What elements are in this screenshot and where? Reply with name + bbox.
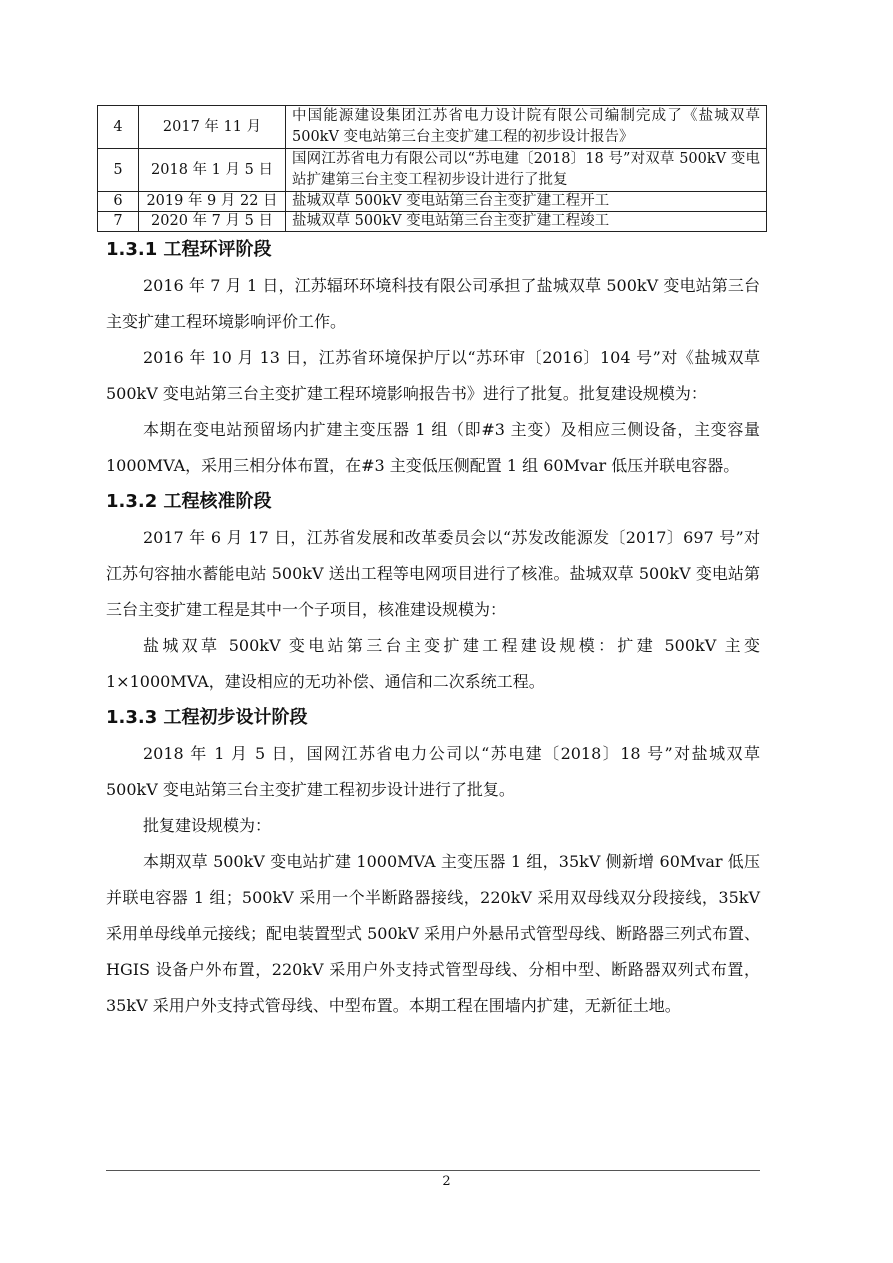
paragraph: 盐城双草 500kV 变电站第三台主变扩建工程建设规模：扩建 500kV 主变 1×1000MVA，建设相应的无功补偿、通信和二次系统工程。 bbox=[106, 636, 760, 691]
footer-divider bbox=[106, 1170, 760, 1171]
paragraph: 本期在变电站预留场内扩建主变压器 1 组（即#3 主变）及相应三侧设备，主变容量 1000MVA，采用三相分体布置，在#3 主变低压侧配置 1 组 60Mvar 低压并联电容器。 bbox=[106, 420, 760, 475]
paragraph: 2016 年 7 月 1 日，江苏辐环环境科技有限公司承担了盐城双草 500kV 变电站第三台主变扩建工程环境影响评价工作。 bbox=[106, 276, 760, 331]
paragraph: 2016 年 10 月 13 日，江苏省环境保护厅以“苏环审〔2016〕104 号”对《盐城双草 500kV 变电站第三台主变扩建工程环境影响报告书》进行了批复。批复建设规模为： bbox=[106, 348, 760, 403]
paragraph: 2018 年 1 月 5 日，国网江苏省电力公司以“苏电建〔2018〕18 号”对盐城双草 500kV 变电站第三台主变扩建工程初步设计进行了批复。 bbox=[106, 744, 760, 799]
row-number: 5 bbox=[98, 149, 139, 192]
row-event: 盐城双草 500kV 变电站第三台主变扩建工程开工 bbox=[286, 192, 767, 212]
row-number: 4 bbox=[98, 106, 139, 149]
row-number: 7 bbox=[98, 212, 139, 232]
row-number: 6 bbox=[98, 192, 139, 212]
section-heading-approval: 1.3.2 工程核准阶段 bbox=[106, 491, 272, 512]
row-date: 2018 年 1 月 5 日 bbox=[139, 149, 286, 192]
project-timeline-table bbox=[97, 105, 767, 232]
row-date: 2017 年 11 月 bbox=[139, 106, 286, 149]
row-event: 国网江苏省电力有限公司以“苏电建〔2018〕18 号”对双草 500kV 变电站扩建第三台主变工程初步设计进行了批复 bbox=[286, 149, 767, 192]
row-event: 中国能源建设集团江苏省电力设计院有限公司编制完成了《盐城双草 500kV 变电站第三台主变扩建工程的初步设计报告》 bbox=[286, 106, 767, 149]
table-row bbox=[98, 212, 767, 232]
paragraph: 2017 年 6 月 17 日，江苏省发展和改革委员会以“苏发改能源发〔2017〕697 号”对江苏句容抽水蓄能电站 500kV 送出工程等电网项目进行了核准。盐城双草 500kV 变电站第三台主变扩建工程是其中一个子项目，核准建设规模为： bbox=[106, 528, 760, 619]
paragraph: 批复建设规模为： bbox=[143, 816, 272, 835]
row-event: 盐城双草 500kV 变电站第三台主变扩建工程竣工 bbox=[286, 212, 767, 232]
row-date: 2020 年 7 月 5 日 bbox=[139, 212, 286, 232]
row-date: 2019 年 9 月 22 日 bbox=[139, 192, 286, 212]
table-row bbox=[98, 106, 767, 149]
section-heading-eia: 1.3.1 工程环评阶段 bbox=[106, 239, 272, 260]
paragraph: 本期双草 500kV 变电站扩建 1000MVA 主变压器 1 组，35kV 侧新增 60Mvar 低压并联电容器 1 组；500kV 采用一个半断路器接线，220kV 采用双母线双分段接线，35kV 采用单母线单元接线；配电装置型式 500kV 采用户外悬吊式管型母线、断路器三列式布置、HGIS 设备户外布置，220kV 采用户外支持式管型母线、分相中型、断路器双列式布置，35kV 采用户外支持式管母线、中型布置。本期工程在围墙内扩建，无新征土地。 bbox=[106, 852, 760, 1015]
table-row bbox=[98, 192, 767, 212]
table-row bbox=[98, 149, 767, 192]
document-body bbox=[106, 232, 760, 1024]
page-number: 2 bbox=[442, 1174, 451, 1189]
section-heading-preliminary-design: 1.3.3 工程初步设计阶段 bbox=[106, 707, 308, 728]
